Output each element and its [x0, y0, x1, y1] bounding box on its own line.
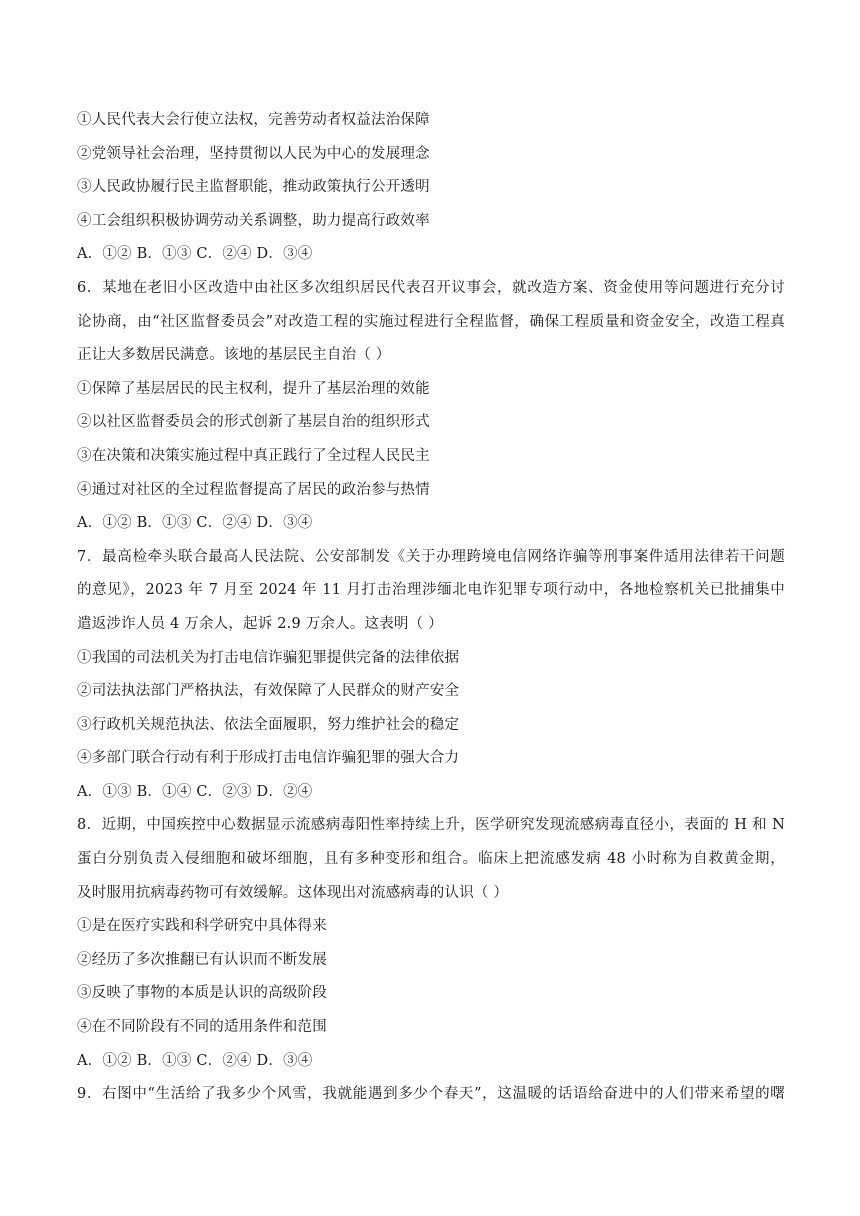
option-1: ①人民代表大会行使立法权，完善劳动者权益法治保障 [77, 112, 430, 128]
option-2: ②以社区监督委员会的形式创新了基层自治的组织形式 [77, 414, 430, 431]
answer-choices: A．①② B．①③ C．②④ D．③④ [77, 1052, 313, 1069]
option-2: ②经历了多次推翻已有认识而不断发展 [77, 951, 327, 968]
option-4: ④通过对社区的全过程监督提高了居民的政治参与热情 [77, 481, 430, 498]
question-6 [77, 272, 785, 541]
option-2: ②司法执法部门严格执法，有效保障了人民群众的财产安全 [77, 683, 460, 700]
answer-choices: A．①② B．①③ C．②④ D．③④ [77, 515, 313, 532]
question-stem-line: 6．某地在老旧小区改造中由社区多次组织居民代表召开议事会，就改造方案、资金使用等问题进行充分讨 [77, 279, 785, 296]
question-stem-line: 8．近期，中国疾控中心数据显示流感病毒阳性率持续上升，医学研究发现流感病毒直径小，表面的 H 和 N [77, 817, 785, 834]
question-stem-line: 9．右图中“生活给了我多少个风雪，我就能遇到多少个春天”，这温暖的话语给奋进中的人们带来希望的曙 [77, 1086, 785, 1103]
option-1: ①我国的司法机关为打击电信诈骗犯罪提供完备的法律依据 [77, 649, 460, 666]
question-stem-line: 正让大多数居民满意。该地的基层民主自治（ ） [77, 347, 391, 364]
option-4: ④工会组织积极协调劳动关系调整，助力提高行政效率 [77, 212, 430, 229]
option-4: ④多部门联合行动有利于形成打击电信诈骗犯罪的强大合力 [77, 750, 460, 767]
document-page [77, 104, 785, 1112]
question-stem-line: 遣返涉诈人员 4 万余人，起诉 2.9 万余人。这表明（ ） [77, 615, 443, 632]
answer-choices: A．①② B．①③ C．②④ D．③④ [77, 246, 313, 263]
option-1: ①是在医疗实践和科学研究中具体得来 [77, 918, 327, 935]
option-3: ③行政机关规范执法、依法全面履职，努力维护社会的稳定 [77, 716, 460, 733]
option-3: ③人民政协履行民主监督职能，推动政策执行公开透明 [77, 179, 430, 196]
option-2: ②党领导社会治理，坚持贯彻以人民为中心的发展理念 [77, 145, 430, 162]
question-9 [77, 1078, 785, 1112]
option-4: ④在不同阶段有不同的适用条件和范围 [77, 1019, 327, 1036]
question-stem-line: 7．最高检牵头联合最高人民法院、公安部制发《关于办理跨境电信网络诈骗等刑事案件适用法律若干问题 [77, 548, 785, 565]
option-3: ③反映了事物的本质是认识的高级阶段 [77, 985, 327, 1002]
option-1: ①保障了基层居民的民主权利，提升了基层治理的效能 [77, 380, 430, 397]
answer-choices: A．①③ B．①④ C．②③ D．②④ [77, 783, 313, 800]
question-stem-line: 论协商，由“社区监督委员会”对改造工程的实施过程进行全程监督，确保工程质量和资金安全，改造工程真 [77, 313, 785, 330]
option-3: ③在决策和决策实施过程中真正践行了全过程人民民主 [77, 447, 430, 464]
question-stem-line: 的意见》，2023 年 7 月至 2024 年 11 月打击治理涉缅北电诈犯罪专项行动中，各地检察机关已批捕集中 [77, 582, 785, 599]
question-stem-line: 及时服用抗病毒药物可有效缓解。这体现出对流感病毒的认识（ ） [77, 884, 509, 901]
question-stem-line: 蛋白分别负责入侵细胞和破坏细胞，且有多种变形和组合。临床上把流感发病 48 小时称为自救黄金期， [77, 851, 785, 868]
question-5 [77, 104, 785, 272]
question-8 [77, 809, 785, 1078]
question-7 [77, 541, 785, 810]
